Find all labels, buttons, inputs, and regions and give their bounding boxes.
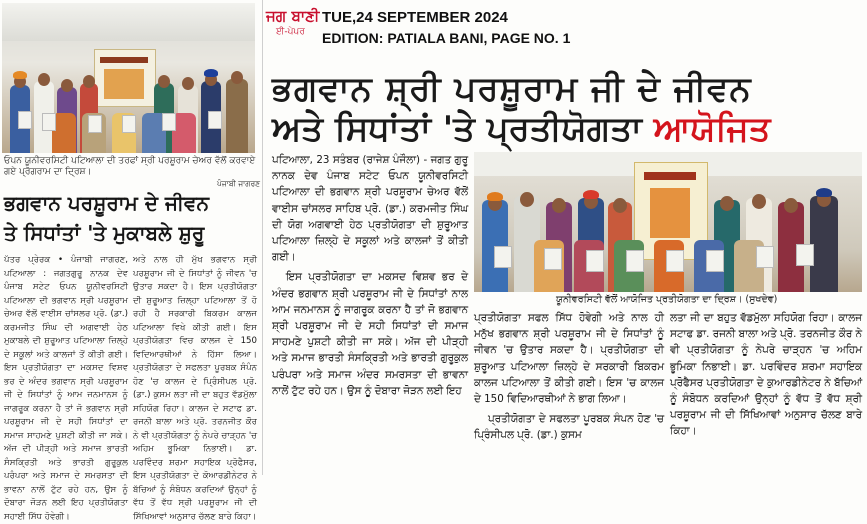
left-photo-credit: ਪੰਜਾਬੀ ਜਾਗਰਣ	[217, 179, 260, 188]
main-col2-para1: ਪ੍ਰਤੀਯੋਗਤਾ ਸਫਲ ਸਿੱਧ ਹੋਵੇਗੀ ਅਤੇ ਨਾਲ ਹੀ ਮਨੁੱਖ ਭਗਵਾਨ ਸ਼੍ਰੀ ਪਰਸ਼ੂਰਾਮ ਜੀ ਦੇ ਸਿਧਾਂਤਾਂ ਨੂੰ ਜੀਵਨ 'ਚ ਉਤਾਰ ਸਕਦਾ ਹੈ। ਪ੍ਰਤੀਯੋਗਤਾ ਦੀ ਸ਼ੁਰੂਆਤ ਪਟਿਆਲਾ ਜ਼ਿਲ੍ਹੇ ਦੇ ਸਰਕਾਰੀ ਬਿਕਰਮ ਕਾਲਜ ਪਟਿਆਲਾ ਤੋਂ ਕੀਤੀ ਗਈ। ਇਸ 'ਚ ਕਾਲਜ ਦੇ 150 ਵਿਦਿਆਰਥੀਆਂ ਨੇ ਭਾਗ ਲਿਆ।	[474, 312, 664, 406]
masthead-logo	[266, 6, 320, 46]
main-col2-para2: ਪ੍ਰਤੀਯੋਗਤਾ ਦੇ ਸਫਲਤਾ ਪੂਰਬਕ ਸੰਪਨ ਹੋਣ 'ਚ ਪ੍ਰਿੰਸੀਪਲ ਪ੍ਰੋ. (ਡਾ.) ਕੁਸਮ	[474, 413, 664, 442]
main-column-1	[272, 152, 468, 474]
left-photo-caption: ਓਪਨ ਯੂਨੀਵਰਸਿਟੀ ਪਟਿਆਲਾ ਦੀ ਤਰਫਾਂ ਸ੍ਰੀ ਪਰਸ਼ੂਰਾਮ ਚੇਅਰ ਵੱਲੋਂ ਕਰਵਾਏ ਗਏ ਪ੍ਰੋਗਰਾਮ ਦਾ ਦ੍ਰਿਸ਼।	[4, 156, 256, 177]
logo-subtext: ਈ-ਪੇਪਰ	[276, 27, 305, 37]
main-headline-2	[272, 108, 862, 150]
main-column-2	[474, 310, 664, 474]
logo-text: ਜਗ ਬਾਣੀ	[266, 7, 320, 25]
main-news-photo	[474, 152, 862, 292]
main-col1-para2: ਇਸ ਪ੍ਰਤੀਯੋਗਤਾ ਦਾ ਮਕਸਦ ਵਿਸ਼ਵ ਭਰ ਦੇ ਅੰਦਰ ਭਗਵਾਨ ਸ਼੍ਰੀ ਪਰਸ਼ੂਰਾਮ ਜੀ ਦੇ ਸਿਧਾਂਤਾਂ ਨਾਲ ਆਮ ਜਨਮਾਨਸ ਨੂੰ ਜਾਗਰੂਕ ਕਰਨਾ ਹੈ ਤਾਂ ਜੋ ਭਗਵਾਨ ਸ਼੍ਰੀ ਪਰਸ਼ੂਰਾਮ ਜੀ ਦੇ ਸਹੀ ਸਿਧਾਂਤਾਂ ਦੀ ਸਮਾਜ ਸਾਹਮਣੇ ਪੁਸ਼ਟੀ ਕੀਤੀ ਜਾ ਸਕੇ। ਅੱਜ ਦੀ ਪੀੜ੍ਹੀ ਅਤੇ ਸਮਾਜ ਭਾਰਤੀ ਸੰਸਕ੍ਰਿਤੀ ਅਤੇ ਭਾਰਤੀ ਗੁਰੂਕੁਲ ਪਰੰਪਰਾ ਅਤੇ ਸਮਾਜ ਅੰਦਰ ਸਮਰਸਤਾ ਦੀ ਭਾਵਨਾ ਨਾਲੋਂ ਟੁੱਟ ਰਹੇ ਹਨ। ਉਸ ਨੂੰ ਦੋਬਾਰਾ ਜੋੜਨ ਲਈ ਇਹ	[272, 271, 468, 397]
left-headline-2: ਤੇ ਸਿਧਾਂਤਾਂ 'ਤੇ ਮੁਕਾਬਲੇ ਸ਼ੁਰੂ	[4, 221, 205, 245]
main-col1-intro: ਪਟਿਆਲਾ, 23 ਸਤੰਬਰ (ਰਾਜੇਸ਼ ਪੰਜੌਲਾ) - ਜਗਤ ਗੁਰੂ ਨਾਨਕ ਦੇਵ ਪੰਜਾਬ ਸਟੇਟ ਓਪਨ ਯੂਨੀਵਰਸਿਟੀ ਪਟਿਆਲਾ ਦੀ ਭਗਵਾਨ ਸ਼੍ਰੀ ਪਰਸ਼ੂਰਾਮ ਚੇਅਰ ਵੱਲੋਂ ਵਾਈਸ ਚਾਂਸਲਰ ਸਾਹਿਬ ਪ੍ਰੋ. (ਡਾ.) ਕਰਮਜੀਤ ਸਿੰਘ ਦੀ ਯੋਗ ਅਗਵਾਈ ਹੇਠ ਪ੍ਰਤੀਯੋਗਤਾ ਦੀ ਸ਼ੁਰੂਆਤ ਪਟਿਆਲਾ ਜ਼ਿਲ੍ਹੇ ਦੇ ਸਕੂਲਾਂ ਅਤੇ ਕਾਲਜਾਂ ਤੋਂ ਕੀਤੀ ਗਈ।	[272, 154, 468, 264]
main-headline-2-dark: ਅਤੇ ਸਿਧਾਂਤਾਂ 'ਤੇ ਪ੍ਰਤੀਯੋਗਤਾ	[272, 109, 642, 149]
edition-page: EDITION: PATIALA BANI, PAGE NO. 1	[322, 30, 571, 46]
left-column-1: ਪੱਤਰ ਪ੍ਰੇਰਕ • ਪੰਜਾਬੀ ਜਾਗਰਣ, ਪਟਿਆਲਾ : ਜਗਤਗੁਰੂ ਨਾਨਕ ਦੇਵ ਪੰਜਾਬ ਸਟੇਟ ਓਪਨ ਯੂਨੀਵਰਸਿਟੀ ਪਟਿਆਲਾ ਦੀ ਭਗਵਾਨ ਸ੍ਰੀ ਪਰਸ਼ੂਰਾਮ ਚੇਅਰ ਵੱਲੋਂ ਵਾਈਸ ਚਾਂਸਲਰ ਪ੍ਰੋ. (ਡਾ.) ਕਰਮਜੀਤ ਸਿੰਘ ਦੀ ਅਗਵਾਈ ਹੇਠ ਮੁਕਾਬਲੇ ਦੀ ਸ਼ੁਰੂਆਤ ਪਟਿਆਲਾ ਜ਼ਿਲ੍ਹੇ ਦੇ ਸਕੂਲਾਂ ਅਤੇ ਕਾਲਜਾਂ ਤੋਂ ਕੀਤੀ ਗਈ। ਇਸ ਪ੍ਰਤੀਯੋਗਤਾ ਦਾ ਮਕਸਦ ਵਿਸ਼ਵ ਭਰ ਦੇ ਅੰਦਰ ਭਗਵਾਨ ਸ੍ਰੀ ਪਰਸ਼ੂਰਾਮ ਜੀ ਦੇ ਸਿਧਾਂਤਾਂ ਨੂੰ ਆਮ ਜਨਮਾਨਸ ਨੂੰ ਜਾਗਰੂਕ ਕਰਨਾ ਹੈ ਤਾਂ ਜੋ ਭਗਵਾਨ ਸ੍ਰੀ ਪਰਸ਼ੂਰਾਮ ਜੀ ਦੇ ਸਹੀ ਸਿਧਾਂਤਾਂ ਦਾ ਸਮਾਜ ਸਾਹਮਣੇ ਪੁਸ਼ਟੀ ਕੀਤੀ ਜਾ ਸਕੇ। ਅੱਜ ਦੀ ਪੀੜ੍ਹੀ ਅਤੇ ਸਮਾਜ ਭਾਰਤੀ ਸੰਸਕ੍ਰਿਤੀ ਅਤੇ ਭਾਰਤੀ ਗੁਰੂਕੁਲ ਪਰੰਪਰਾ ਅਤੇ ਸਮਾਜ ਦੇ ਸਮਰਸਤਾ ਦੀ ਭਾਵਨਾ ਨਾਲੋਂ ਟੁੱਟ ਰਹੇ ਹਨ, ਉਸ ਨੂੰ ਦੋਬਾਰਾ ਜੋੜਨ ਲਈ ਇਹ ਪ੍ਰਤੀਯੋਗਤਾ ਸਹਾਈ ਸਿੱਧ ਹੋਵੇਗੀ।	[4, 255, 128, 522]
left-headline-1: ਭਗਵਾਨ ਪਰਸ਼ੂਰਾਮ ਦੇ ਜੀਵਨ	[4, 191, 210, 215]
main-headline-1: ਭਗਵਾਨ ਸ਼੍ਰੀ ਪਰਸ਼ੂਰਾਮ ਜੀ ਦੇ ਜੀਵਨ	[272, 69, 752, 109]
clip-divider	[262, 0, 263, 475]
main-headline-2-red: ਆਯੋਜਿਤ	[653, 109, 771, 149]
main-column-3: ਲਤਾ ਜੀ ਦਾ ਬਹੁਤ ਵੱਡਮੁੱਲਾ ਸਹਿਯੋਗ ਰਿਹਾ। ਕਾਲਜ ਸਟਾਫ ਡਾ. ਰਜਨੀ ਬਾਲਾ ਅਤੇ ਪ੍ਰੋ. ਤਰਨਜੀਤ ਕੌਰ ਨੇ ਵੀ ਪ੍ਰਤੀਯੋਗਤਾ ਨੂੰ ਨੇਪਰੇ ਚਾੜ੍ਹਨ 'ਚ ਅਹਿਮ ਭੂਮਿਕਾ ਨਿਭਾਈ। ਡਾ. ਪਰਵਿੰਦਰ ਸ਼ਰਮਾ ਸਹਾਇਕ ਪ੍ਰੋਫੈਸਰ ਪ੍ਰਤੀਯੋਗਤਾ ਦੇ ਕੁਆਰਡੀਨੇਟਰ ਨੇ ਬੱਚਿਆਂ ਨੂੰ ਸੰਬੋਧਨ ਕਰਦਿਆਂ ਉਨ੍ਹਾਂ ਨੂੰ ਵੱਧ ਤੋਂ ਵੱਧ ਸ਼੍ਰੀ ਪਰਸ਼ੂਰਾਮ ਜੀ ਦੀ ਸਿੱਖਿਆਵਾਂ ਅਨੁਸਾਰ ਚੱਲਣ ਬਾਰੇ ਕਿਹਾ।	[670, 312, 862, 438]
main-photo-caption: ਯੂਨੀਵਰਸਿਟੀ ਵੱਲੋਂ ਆਯੋਜਿਤ ਪ੍ਰਤੀਯੋਗਤਾ ਦਾ ਦ੍ਰਿਸ਼। (ਸੁਖਦੇਵ)	[556, 294, 778, 305]
left-column-2: ਅਤੇ ਨਾਲ ਹੀ ਮੁੱਖ ਭਗਵਾਨ ਸ੍ਰੀ ਪਰਸ਼ੂਰਾਮ ਜੀ ਦੇ ਸਿਧਾਂਤਾਂ ਨੂੰ ਜੀਵਨ 'ਚ ਉਤਾਰ ਸਕਦਾ ਹੈ। ਇਸ ਪ੍ਰਤੀਯੋਗਤਾ ਦੀ ਸ਼ੁਰੂਆਤ ਜ਼ਿਲ੍ਹਾ ਪਟਿਆਲਾ ਤੋਂ ਹੋ ਰਹੀ ਹੈ ਸਰਕਾਰੀ ਬਿਕਰਮ ਕਾਲਜ ਪਟਿਆਲਾ ਵਿਖੇ ਕੀਤੀ ਗਈ। ਇਸ ਪ੍ਰਤੀਯੋਗਤਾ ਵਿਚ ਕਾਲਜ ਦੇ 150 ਵਿਦਿਆਰਥੀਆਂ ਨੇ ਹਿੱਸਾ ਲਿਆ। ਪ੍ਰਤੀਯੋਗਤਾ ਦੇ ਸਫਲਤਾ ਪੂਰਬਕ ਸੰਪੰਨ ਹੋਣ 'ਚ ਕਾਲਜ ਦੇ ਪ੍ਰਿੰਸੀਪਲ ਪ੍ਰੋ. (ਡਾ.) ਕੁਸਮ ਲਤਾ ਜੀ ਦਾ ਬਹੁਤ ਵੱਡਮੁੱਲਾ ਸਹਿਯੋਗ ਰਿਹਾ। ਕਾਲਜ ਦੇ ਸਟਾਫ ਡਾ. ਰਜਨੀ ਬਾਲਾ ਅਤੇ ਪ੍ਰੋ. ਤਰਨਜੀਤ ਕੌਰ ਨੇ ਵੀ ਪ੍ਰਤੀਯੋਗਤਾ ਨੂੰ ਨੇਪਰੇ ਚਾੜ੍ਹਨ 'ਚ ਅਹਿਮ ਭੂਮਿਕਾ ਨਿਭਾਈ। ਡਾ. ਪਰਵਿੰਦਰ ਸ਼ਰਮਾ ਸਹਾਇਕ ਪ੍ਰੋਫੈਸਰ, ਇਸ ਪ੍ਰਤੀਯੋਗਤਾ ਦੇ ਕੋਆਰਡੀਨੇਟਰ ਨੇ ਬੱਚਿਆਂ ਨੂੰ ਸੰਬੋਧਨ ਕਰਦਿਆਂ ਉਨ੍ਹਾਂ ਨੂੰ ਵੱਧ ਤੋਂ ਵੱਧ ਸ੍ਰੀ ਪਰਸ਼ੂਰਾਮ ਜੀ ਦੀ ਸਿੱਖਿਆਵਾਂ ਅਨੁਸਾਰ ਚੱਲਣ ਬਾਰੇ ਕਿਹਾ।	[133, 255, 257, 522]
edition-date: TUE,24 SEPTEMBER 2024	[322, 9, 508, 26]
left-news-photo	[2, 3, 255, 153]
